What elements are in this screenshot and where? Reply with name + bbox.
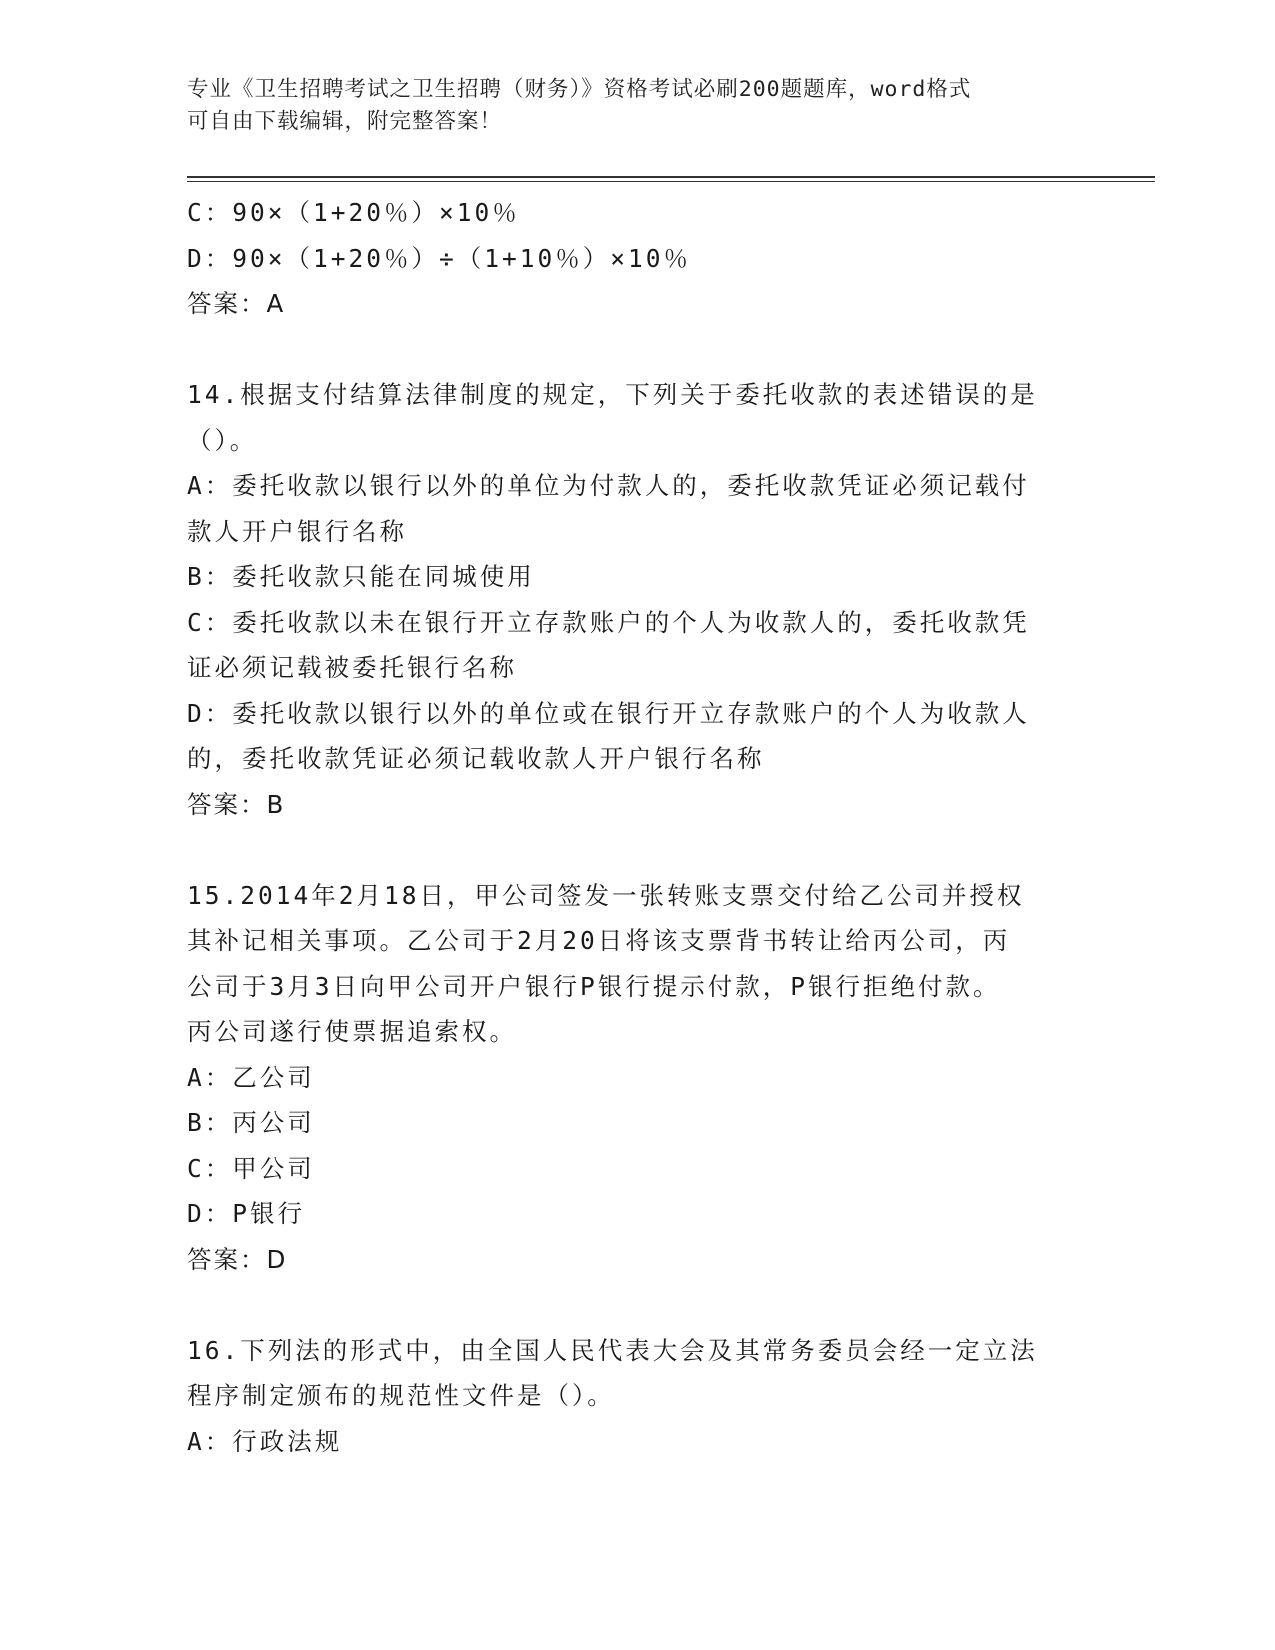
question-15-text: 其补记相关事项。乙公司于2月20日将该支票背书转让给丙公司，丙 (187, 926, 1011, 955)
option-d: 的，委托收款凭证必须记载收款人开户银行名称 (187, 744, 765, 773)
option-b: B：丙公司 (187, 1108, 315, 1137)
question-14-text: （）。 (187, 425, 258, 455)
option-d: D：P银行 (187, 1199, 306, 1228)
option-a: 款人开户银行名称 (187, 516, 407, 546)
option-c: C：甲公司 (187, 1153, 315, 1183)
option-a: A：委托收款以银行以外的单位为付款人的，委托收款凭证必须记载付 (187, 471, 1030, 500)
option-a: A：行政法规 (187, 1426, 343, 1456)
option-c: C：委托收款以未在银行开立存款账户的个人为收款人的，委托收款凭 (187, 607, 1030, 637)
header-rule (187, 176, 1155, 182)
question-16-text: 程序制定颁布的规范性文件是（）。 (187, 1381, 615, 1410)
question-16-text: 16.下列法的形式中，由全国人民代表大会及其常务委员会经一定立法 (187, 1335, 1038, 1365)
answer: 答案：D (187, 1244, 288, 1274)
option-d: D：委托收款以银行以外的单位或在银行开立存款账户的个人为收款人 (187, 698, 1030, 728)
question-15-text: 丙公司遂行使票据追索权。 (187, 1017, 517, 1046)
option-c: 证必须记载被委托银行名称 (187, 653, 517, 682)
header-line: 专业《卫生招聘考试之卫生招聘（财务）》资格考试必刷200题题库，word格式 (187, 77, 972, 102)
option-b: B：委托收款只能在同城使用 (187, 562, 535, 591)
answer: 答案：A (187, 289, 286, 318)
option-a: A：乙公司 (187, 1062, 315, 1092)
header-line: 可自由下载编辑，附完整答案！ (187, 109, 503, 134)
question-15-text: 公司于3月3日向甲公司开户银行P银行提示付款，P银行拒绝付款。 (187, 971, 1001, 1001)
option-d: D：90×（1+20％）÷（1+10％）×10％ (187, 243, 692, 273)
page-header (187, 74, 1067, 138)
question-15-text: 15.2014年2月18日，甲公司签发一张转账支票交付给乙公司并授权 (187, 880, 1025, 910)
answer: 答案：B (187, 789, 286, 819)
question-14-text: 14.根据支付结算法律制度的规定，下列关于委托收款的表述错误的是 (187, 380, 1038, 409)
document-body (187, 190, 1087, 1464)
option-c: C：90×（1+20％）×10％ (187, 198, 520, 227)
